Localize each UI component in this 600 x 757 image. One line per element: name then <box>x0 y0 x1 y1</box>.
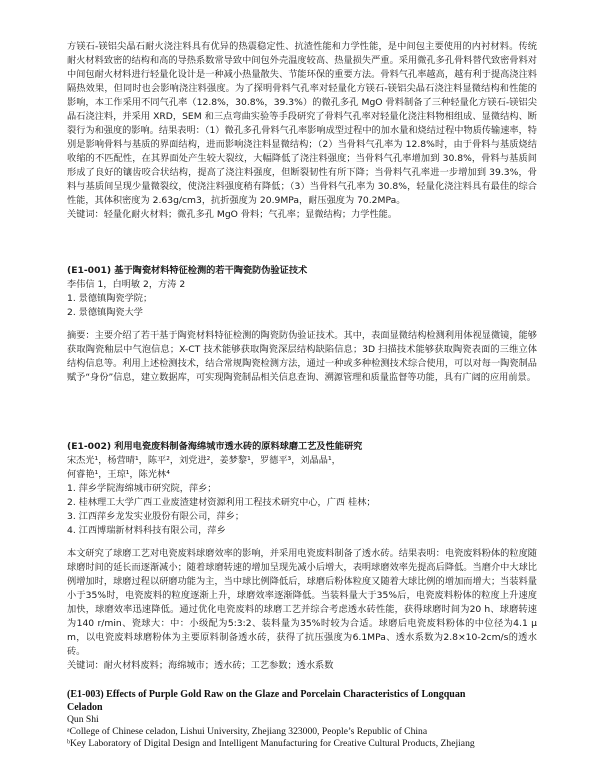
keywords: 关键词：耐火材料废料；海绵城市；透水砖；工艺参数；透水系数 <box>67 660 334 671</box>
affiliation: 1. 萍乡学院海绵城市研究院，萍乡； <box>67 483 217 494</box>
keywords: 关键词：轻量化耐火材料；微孔多孔 MgO 骨料；气孔率；显微结构；力学性能。 <box>67 209 398 220</box>
paper-E1-001 <box>67 264 537 385</box>
abstract-text: 方镁石-镁铝尖晶石耐火浇注料具有优异的热震稳定性、抗渣性能和力学性能，是中间包主要使用的内衬材料。传统耐火材料致密的结构和高的导热系数常导致中间包外壳温度较高、热量损失严重。采用微孔多孔骨料替代致密骨料对中间包耐火材料进行轻量化设计是一种减小热量散失、节能环保的重要方法。骨料气孔率越高，越有利于提高浇注料隔热效果，但同时也会影响浇注料强度。为了探明骨料气孔率对轻量化方镁石-镁铝尖晶石浇注料显微结构和性能的影响，本工作采用不同气孔率（12.8%，30.8%，39.3%）的微孔多孔 MgO 骨料制备了三种轻量化方镁石-镁铝尖晶石浇注料，并采用 XRD，SEM 和三点弯曲实验等手段研究了骨料气孔率对轻量化浇注料物相组成、显微结构、断裂行为和强度的影响。结果表明：（1）微孔多孔骨料气孔率影响成型过程中的加水量和烧结过程中物质传输速率，特别是影响骨料与基质的界面结构，进而影响浇注料显微结构；（2）当骨料气孔率为 12.8%时，由于骨料与基质烧结收缩的不匹配性，在其界面处产生较大裂纹，大幅降低了浇注料强度；当骨料气孔率增加到 30.8%，骨料与基质间形成了良好的镶齿咬合状结构，提高了浇注料强度，但断裂韧性有所下降；当骨料气孔率进一步增加到 39.3%，骨料与基质间呈现少量微裂纹，使浇注料强度稍有降低；（3）当骨料气孔率为 30.8%，轻量化浇注料具有最佳的综合性能，其体积密度为 2.63g/cm3，抗折强度为 20.9MPa，耐压强度为 70.2MPa。 <box>67 41 537 206</box>
paper-authors: 李伟信 1，白明敏 2，方涛 2 <box>67 279 186 290</box>
affiliation: 3. 江西萍乡龙发实业股份有限公司，萍乡； <box>67 511 245 522</box>
abstract-text: 本文研究了球磨工艺对电瓷废料球磨效率的影响，并采用电瓷废料制备了透水砖。结果表明：电瓷废料粉体的粒度随球磨时间的延长而逐渐减小；随着球磨转速的增加呈现先减小后增大，表明球磨效率先提高后降低。当磨介中大球比例增加时，球磨过程以研磨功能为主，当中球比例降低后，球磨后粉体粒度又随着大球比例的增加而增大；当装料量小于35%时，电瓷废料的粒度逐渐上升，球磨效率逐渐降低。当装料量大于35%后，电瓷废料粉体的粒度上升速度加快，球磨效率迅速降低。通过优化电瓷废料的球磨工艺并综合考虑透水砖性能，获得球磨时间为20 h、球磨转速为140 r/min、瓷球大：中：小级配为5:3:2、装料量为35%时较为合适。球磨后电瓷废料粉体的中位径为4.1 μm，以电瓷废料球磨粉体为主要原料制备透水砖，获得了抗压强度为6.1MPa、透水系数为2.8×10-2cm/s的透水砖。 <box>67 548 537 657</box>
paper-E1-002 <box>67 440 537 673</box>
paper-author: Qun Shi <box>67 714 99 725</box>
paper-authors: 何睿艳¹，王琼¹，陈光林⁴ <box>67 469 170 480</box>
affiliation: 4. 江西博瑞新材料科技有限公司，萍乡 <box>67 525 226 536</box>
abstract-text: 摘要：主要介绍了若干基于陶瓷材料特征检测的陶瓷防伪验证技术。其中，表面显微结构检测利用体视显微镜，能够获取陶瓷釉层中气泡信息；X-CT 技术能够获取陶瓷深层结构缺陷信息；3D 扫描技术能够获取陶瓷表面的三维立体结构信息等。利用上述检测技术，结合常规陶瓷检测方法，通过一种或多种检测技术综合使用，可以对每一陶瓷制品赋予“身份”信息，建立数据库，可实现陶瓷制品相关信息查询、溯源管理和质量监督等功能，具有广阔的应用前景。 <box>67 330 537 383</box>
paper-authors: 宋杰光¹，杨营晴¹，陈平²，刘党进²，姜梦黎¹，罗德平³，刘晶晶¹， <box>67 455 341 466</box>
paper-title-continued: Celadon <box>67 702 103 713</box>
abstract-section-refractory <box>67 40 537 222</box>
affiliation: 1. 景德镇陶瓷学院； <box>67 293 153 304</box>
affiliation: 2. 景德镇陶瓷大学 <box>67 307 143 318</box>
paper-title: (E1-002) 利用电瓷废料制备海绵城市透水砖的原料球磨工艺及性能研究 <box>67 441 363 452</box>
affiliation: ᵃCollege of Chinese celadon, Lishui University, Zhejiang 323000, People’s Republic of China <box>67 726 428 737</box>
paper-E1-003 <box>67 688 537 750</box>
paper-title: (E1-003) Effects of Purple Gold Raw on the Glaze and Porcelain Characteristics of Longquan <box>67 689 466 700</box>
paper-title: (E1-001) 基于陶瓷材料特征检测的若干陶瓷防伪验证技术 <box>67 265 308 276</box>
affiliation: ᵇKey Laboratory of Digital Design and Intelligent Manufacturing for Creative Cultural Products, Zhejiang <box>67 738 475 749</box>
affiliation: 2. 桂林理工大学广西工业废渣建材资源利用工程技术研究中心，广西 桂林； <box>67 497 376 508</box>
